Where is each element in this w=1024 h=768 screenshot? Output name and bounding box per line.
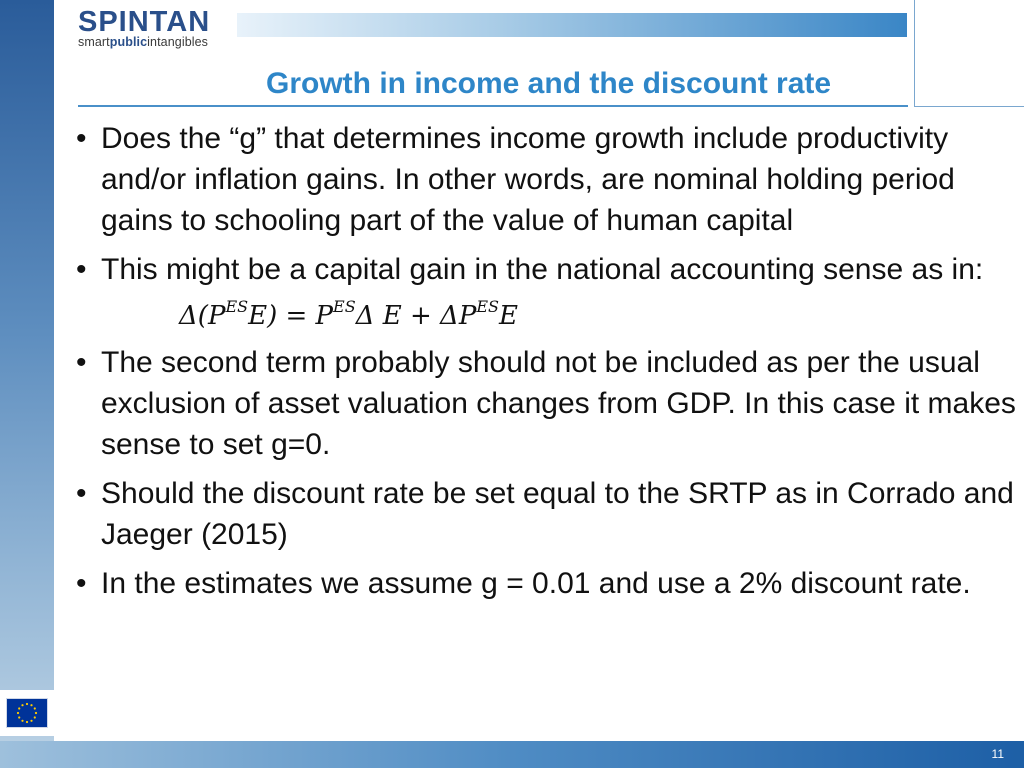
logo-wordmark: SPINTAN <box>78 6 211 38</box>
eu-star-icon <box>30 720 32 722</box>
eu-star-icon <box>21 720 23 722</box>
bullet-text: This might be a capital gain in the national accounting sense as in: <box>101 253 984 286</box>
bullet-marker: • <box>76 122 87 155</box>
eu-star-icon <box>30 704 32 706</box>
bullet-marker: • <box>76 346 87 379</box>
bullet-text: Should the discount rate be set equal to the SRTP as in Corrado and Jaeger (2015) <box>101 477 1014 551</box>
eu-star-icon <box>17 712 19 714</box>
title-underline <box>78 105 908 107</box>
eq-price: P <box>207 301 226 331</box>
eq-quantity: E <box>382 301 402 331</box>
tagline-public: public <box>109 35 148 49</box>
eq-superscript: ES <box>225 297 249 316</box>
eu-star-icon <box>26 703 28 705</box>
eq-price: P <box>315 301 334 331</box>
eu-star-icon <box>18 707 20 709</box>
eq-delta: Δ <box>355 301 375 331</box>
eq-quantity: E <box>248 301 268 331</box>
bullet-text: In the estimates we assume g = 0.01 and use a 2% discount rate. <box>101 567 971 600</box>
bullet-marker: • <box>76 567 87 600</box>
eq-delta: Δ <box>440 301 459 331</box>
bullet-marker: • <box>76 253 87 286</box>
eq-superscript: ES <box>333 297 356 316</box>
eu-star-icon <box>34 707 36 709</box>
eu-star-icon <box>35 712 37 714</box>
page-number: 11 <box>991 747 1004 761</box>
bullet-marker: • <box>76 477 87 510</box>
slide-title: Growth in income and the discount rate <box>266 67 832 100</box>
logo-tagline <box>78 36 210 49</box>
corner-frame-vertical <box>914 0 915 107</box>
bullet-item <box>76 342 1016 465</box>
eq-price: P <box>458 301 477 331</box>
eq-quantity: E <box>498 301 518 331</box>
eq-close-paren: ) <box>267 301 278 331</box>
left-decorative-band <box>0 0 54 741</box>
tagline-intangibles: intangibles <box>147 35 209 49</box>
eq-delta: Δ <box>179 301 198 331</box>
slide-body <box>76 118 1016 612</box>
eu-star-icon <box>34 716 36 718</box>
footer-bar <box>0 741 1024 768</box>
eu-star-icon <box>18 716 20 718</box>
corner-frame-horizontal <box>914 106 1024 107</box>
eq-plus: + <box>409 301 432 331</box>
header-gradient-bar <box>237 13 907 37</box>
eu-flag-container <box>0 690 54 736</box>
bullet-text: Does the “g” that determines income growth include productivity and/or inflation gains. In other words, are nominal holding period gains to schooling part of the value of human capital <box>101 122 955 237</box>
eq-superscript: ES <box>476 297 499 316</box>
tagline-smart: smart <box>78 35 110 49</box>
capital-gain-equation <box>76 296 1016 336</box>
eu-star-icon <box>21 704 23 706</box>
eu-star-icon <box>26 721 28 723</box>
eq-open-paren: ( <box>197 301 208 331</box>
bullet-text: The second term probably should not be included as per the usual exclusion of asset valuation changes from GDP. In this case it makes sense to set g=0. <box>101 346 1016 461</box>
bullet-item <box>76 563 1016 604</box>
eu-flag-stars <box>7 699 47 727</box>
eq-equals: = <box>285 301 308 331</box>
spintan-logo <box>78 8 210 49</box>
bullet-item <box>76 118 1016 241</box>
eu-flag-icon <box>6 698 48 728</box>
bullet-item <box>76 473 1016 555</box>
bullet-item <box>76 249 1016 290</box>
